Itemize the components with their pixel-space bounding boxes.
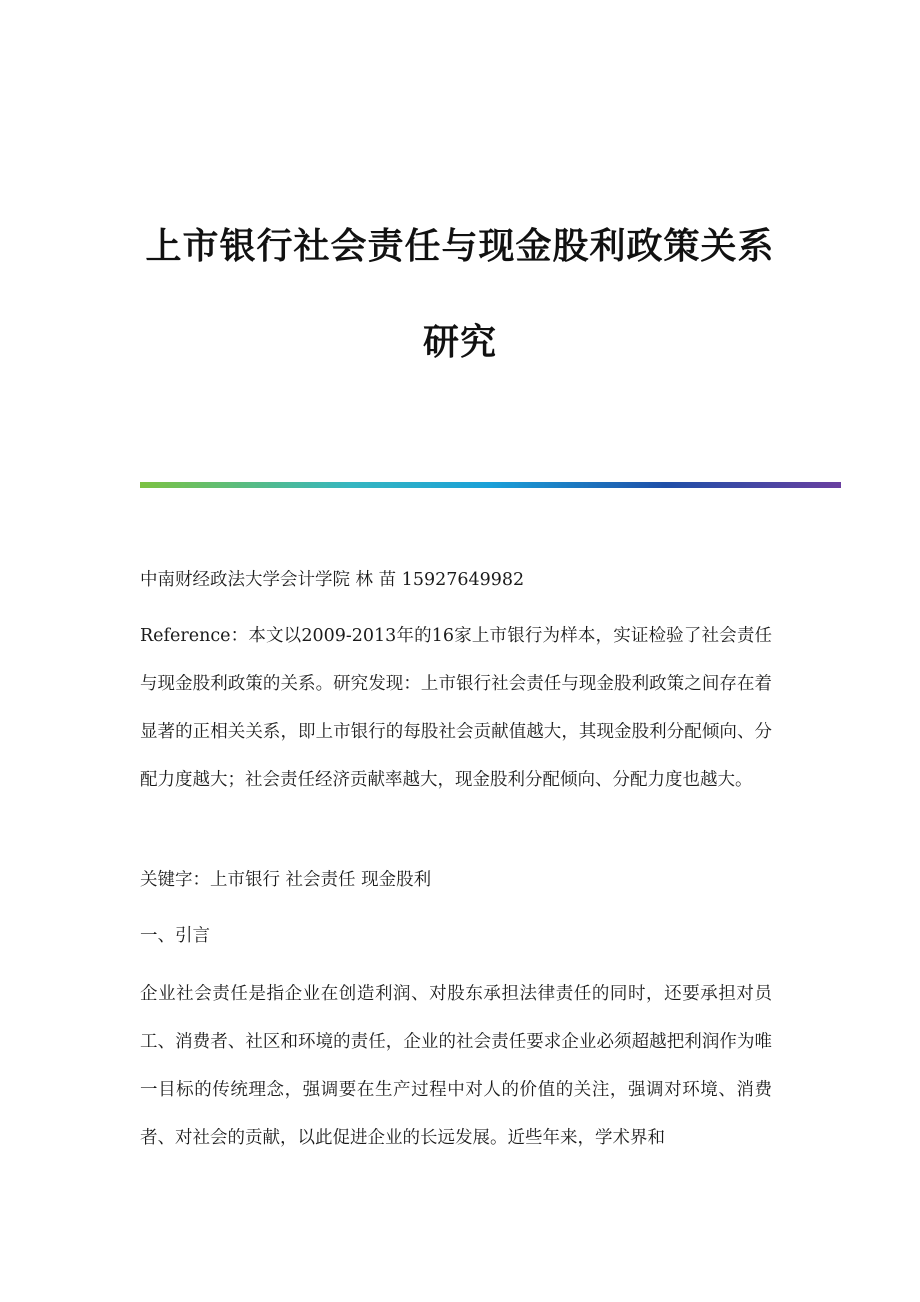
document-title-line-1: 上市银行社会责任与现金股利政策关系: [145, 226, 775, 267]
document-title-line-2: 研究: [422, 322, 497, 363]
decorative-gradient-divider: [140, 482, 841, 488]
section-heading-introduction: 一、引言: [140, 926, 210, 946]
author-affiliation: 中南财经政法大学会计学院 林 苗 15927649982: [140, 570, 525, 590]
abstract-paragraph: Reference：本文以2009-2013年的16家上市银行为样本，实证检验了社会责任与现金股利政策的关系。研究发现：上市银行社会责任与现金股利政策之间存在着显著的正相关关系，即上市银行的每股社会贡献值越大，其现金股利分配倾向、分配力度越大；社会责任经济贡献率越大，现金股利分配倾向、分配力度也越大。: [140, 626, 772, 790]
keywords-line: 关键字：上市银行 社会责任 现金股利: [140, 870, 432, 890]
introduction-paragraph: 企业社会责任是指企业在创造利润、对股东承担法律责任的同时，还要承担对员工、消费者、社区和环境的责任，企业的社会责任要求企业必须超越把利润作为唯一目标的传统理念，强调要在生产过程中对人的价值的关注，强调对环境、消费者、对社会的贡献，以此促进企业的长远发展。近些年来，学术界和: [140, 984, 772, 1148]
